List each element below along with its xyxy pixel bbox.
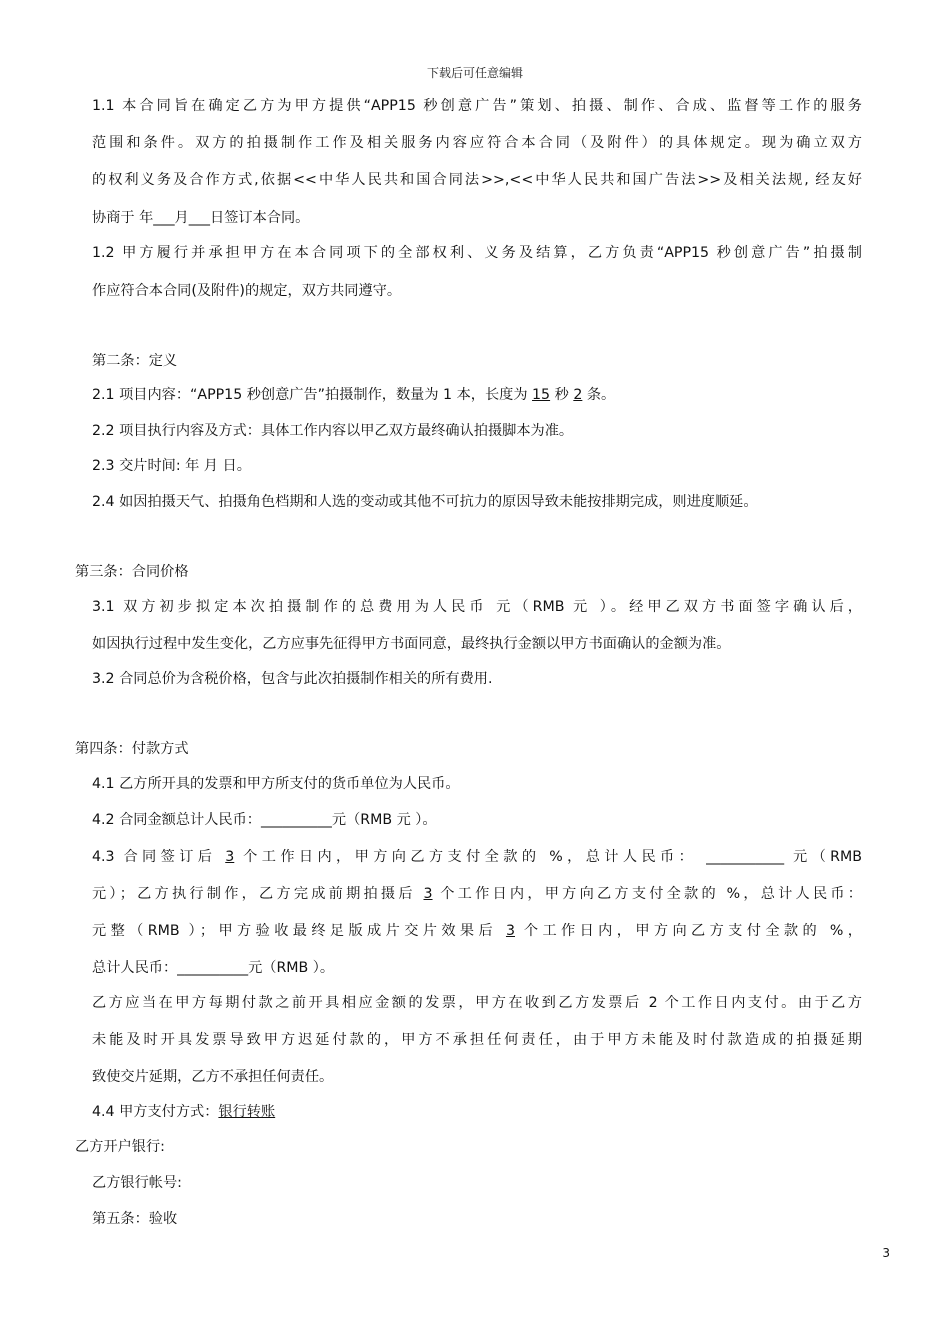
clause-1-2-line-1: 1.2 甲方履行并承担甲方在本合同项下的全部权利、义务及结算，乙方负责“APP15 秒创意广告”拍摄制	[92, 245, 862, 261]
clause-3-1-line-1: 3.1 双方初步拟定本次拍摄制作的总费用为人民币 元（RMB 元 ）。经甲乙双方书面签字确认后，	[92, 599, 862, 615]
clause-2-1-text: 2.1 项目内容：“APP15 秒创意广告”拍摄制作，数量为 1 本，长度为	[92, 387, 533, 403]
clause-2-1	[92, 385, 615, 405]
clause-3-2: 3.2 合同总价为含税价格，包含与此次拍摄制作相关的所有费用.	[92, 671, 493, 687]
section-3-heading: 第三条：合同价格	[75, 564, 189, 580]
page-header: 下载后可任意编辑	[426, 66, 523, 80]
clause-4-3-line-1	[92, 847, 862, 867]
clause-1-1-line-2: 范围和条件。双方的拍摄制作工作及相关服务内容应符合本合同（及附件）的具体规定。现为确立双方	[92, 135, 862, 151]
clause-4-3-days-1: 3	[225, 849, 235, 865]
clause-4-3-line-3	[92, 921, 862, 941]
section-2-heading: 第二条：定义	[92, 353, 178, 369]
clause-4-3-part-b: 个工作日内，甲方向乙方支付全款的 %，总计人民币： ___________ 元（RMB	[234, 849, 862, 865]
clause-2-3: 2.3 交片时间: 年 月 日。	[92, 458, 251, 474]
clause-4-4	[92, 1102, 275, 1122]
clause-4-3-part-e: 元整（RMB ）；甲方验收最终足版成片交片效果后	[92, 923, 506, 939]
invoice-paragraph-line-2: 未能及时开具发票导致甲方迟延付款的，甲方不承担任何责任，由于甲方未能及时付款造成的拍摄延期	[92, 1032, 862, 1048]
clause-4-3-days-2: 3	[423, 886, 433, 902]
clause-1-1-line-1: 1.1 本合同旨在确定乙方为甲方提供“APP15 秒创意广告”策划、拍摄、制作、合成、监督等工作的服务	[92, 98, 862, 114]
clause-1-2-line-2: 作应符合本合同(及附件)的规定，双方共同遵守。	[92, 283, 402, 299]
clause-1-1-line-3: 的权利义务及合作方式,依据<<中华人民共和国合同法>>,<<中华人民共和国广告法>>及相关法规, 经友好	[92, 172, 862, 188]
clause-2-2: 2.2 项目执行内容及方式：具体工作内容以甲乙双方最终确认拍摄脚本为准。	[92, 423, 574, 439]
clause-4-3-part-d: 个工作日内，甲方向乙方支付全款的 %，总计人民币：	[432, 886, 862, 902]
clause-4-3-part-f: 个工作日内，甲方向乙方支付全款的 %，	[515, 923, 862, 939]
clause-4-2: 4.2 合同金额总计人民币：__________元（RMB 元 ）。	[92, 812, 437, 828]
clause-4-3-line-4: 总计人民币：__________元（RMB ）。	[92, 960, 335, 976]
clause-2-1-unit: 秒	[550, 387, 574, 403]
clause-2-1-end: 条。	[582, 387, 616, 403]
bank-name-label: 乙方开户银行:	[75, 1139, 165, 1155]
clause-4-3-part-c: 元）；乙方执行制作，乙方完成前期拍摄后	[92, 886, 424, 902]
section-5-heading: 第五条：验收	[92, 1211, 178, 1227]
page-number: 3	[882, 1246, 890, 1260]
clause-1-1-line-4: 协商于 年___月___日签订本合同。	[92, 210, 310, 226]
clause-2-1-length: 15	[532, 387, 551, 403]
section-4-heading: 第四条：付款方式	[75, 741, 189, 757]
clause-2-4: 2.4 如因拍摄天气、拍摄角色档期和人选的变动或其他不可抗力的原因导致未能按排期完成，则进度顺延。	[92, 494, 758, 510]
bank-account-label: 乙方银行帐号:	[92, 1175, 182, 1191]
clause-4-4-label: 4.4 甲方支付方式：	[92, 1104, 219, 1120]
clause-4-3-line-2	[92, 884, 862, 904]
invoice-paragraph-line-1: 乙方应当在甲方每期付款之前开具相应金额的发票，甲方在收到乙方发票后 2 个工作日内支付。由于乙方	[92, 995, 862, 1011]
clause-4-3-days-3: 3	[505, 923, 515, 939]
clause-2-1-count: 2	[573, 387, 583, 403]
clause-4-3-part-a: 4.3 合同签订后	[92, 849, 226, 865]
payment-method: 银行转账	[218, 1104, 276, 1120]
invoice-paragraph-line-3: 致使交片延期，乙方不承担任何责任。	[92, 1069, 334, 1085]
clause-4-1: 4.1 乙方所开具的发票和甲方所支付的货币单位为人民币。	[92, 776, 460, 792]
clause-3-1-line-2: 如因执行过程中发生变化，乙方应事先征得甲方书面同意，最终执行金额以甲方书面确认的金额为准。	[92, 636, 731, 652]
